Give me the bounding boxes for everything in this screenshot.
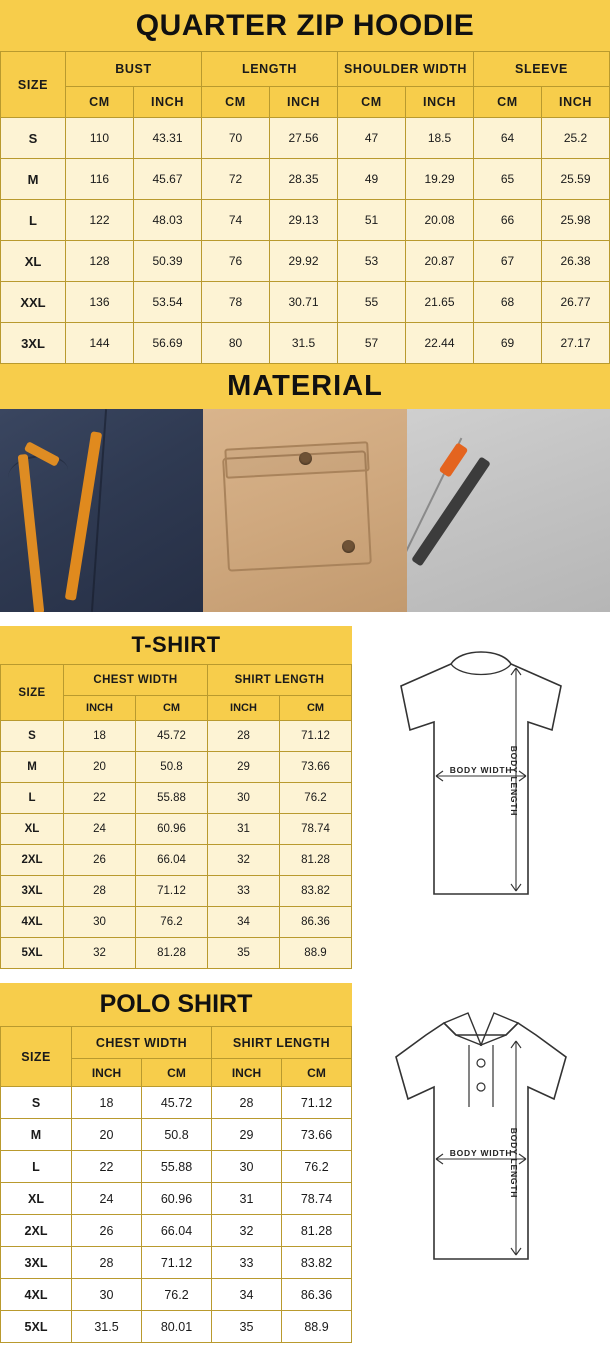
table-header-row (1, 52, 610, 87)
cell: 78 (202, 282, 270, 323)
cell: 55.88 (142, 1151, 212, 1183)
hoodie-size-table (0, 51, 610, 364)
cell: 122 (66, 200, 134, 241)
row-size: L (1, 783, 64, 814)
cell: 29 (212, 1119, 282, 1151)
cell: 20.87 (406, 241, 474, 282)
cell: 20.08 (406, 200, 474, 241)
header-shoulder-width: SHOULDER WIDTH (338, 52, 474, 87)
cell: 81.28 (280, 845, 352, 876)
table-row (1, 282, 610, 323)
cell: 50.8 (142, 1119, 212, 1151)
cell: 88.9 (280, 938, 352, 969)
header-bust: BUST (66, 52, 202, 87)
cell: 31.5 (270, 323, 338, 364)
row-size: XXL (1, 282, 66, 323)
cell: 56.69 (134, 323, 202, 364)
row-size: M (1, 159, 66, 200)
table-row (1, 1311, 352, 1343)
cell: 73.66 (282, 1119, 352, 1151)
header-sleeve: SLEEVE (474, 52, 610, 87)
cell: 27.56 (270, 118, 338, 159)
cell: 33 (208, 876, 280, 907)
cell: 26 (64, 845, 136, 876)
unit-bust-cm: CM (66, 87, 134, 118)
cell: 26 (72, 1215, 142, 1247)
tshirt-diagram (352, 626, 610, 969)
cell: 30.71 (270, 282, 338, 323)
table-header-row (1, 1027, 352, 1059)
cell: 81.28 (282, 1215, 352, 1247)
table-unit-row (1, 87, 610, 118)
polo-section (0, 983, 610, 1343)
table-row (1, 118, 610, 159)
cell: 110 (66, 118, 134, 159)
cell: 64 (474, 118, 542, 159)
unit-length-cm: CM (202, 87, 270, 118)
cell: 53.54 (134, 282, 202, 323)
unit-length-cm: CM (282, 1059, 352, 1087)
cell: 128 (66, 241, 134, 282)
unit-chest-cm: CM (136, 696, 208, 721)
table-row (1, 845, 352, 876)
cell: 81.28 (136, 938, 208, 969)
row-size: M (1, 1119, 72, 1151)
unit-shoulder-cm: CM (338, 87, 406, 118)
cell: 34 (208, 907, 280, 938)
body-width-label: BODY WIDTH (449, 765, 513, 775)
cell: 49 (338, 159, 406, 200)
cell: 60.96 (136, 814, 208, 845)
row-size: 4XL (1, 907, 64, 938)
cell: 136 (66, 282, 134, 323)
cell: 72 (202, 159, 270, 200)
cell: 18 (72, 1087, 142, 1119)
cell: 30 (72, 1279, 142, 1311)
body-width-label: BODY WIDTH (449, 1148, 513, 1158)
header-size: SIZE (1, 1027, 72, 1087)
cell: 76.2 (136, 907, 208, 938)
cell: 30 (208, 783, 280, 814)
row-size: L (1, 1151, 72, 1183)
cell: 51 (338, 200, 406, 241)
table-row (1, 876, 352, 907)
material-title: MATERIAL (0, 364, 610, 409)
table-row (1, 1215, 352, 1247)
cell: 29 (208, 752, 280, 783)
cell: 28 (72, 1247, 142, 1279)
tshirt-size-table (0, 664, 352, 969)
table-row (1, 783, 352, 814)
cell: 80.01 (142, 1311, 212, 1343)
cell: 18 (64, 721, 136, 752)
row-size: 3XL (1, 876, 64, 907)
row-size: XL (1, 241, 66, 282)
tan-sleeve-pocket-photo (203, 409, 406, 612)
unit-bust-inch: INCH (134, 87, 202, 118)
table-row (1, 1183, 352, 1215)
cell: 86.36 (282, 1279, 352, 1311)
cell: 144 (66, 323, 134, 364)
cell: 76.2 (142, 1279, 212, 1311)
cell: 55 (338, 282, 406, 323)
cell: 28 (64, 876, 136, 907)
table-row (1, 814, 352, 845)
cell: 68 (474, 282, 542, 323)
cell: 33 (212, 1247, 282, 1279)
cell: 47 (338, 118, 406, 159)
polo-size-table (0, 1026, 352, 1343)
cell: 32 (212, 1215, 282, 1247)
cell: 18.5 (406, 118, 474, 159)
cell: 55.88 (136, 783, 208, 814)
cell: 31 (208, 814, 280, 845)
row-size: 3XL (1, 1247, 72, 1279)
table-row (1, 1247, 352, 1279)
cell: 45.72 (142, 1087, 212, 1119)
cell: 66 (474, 200, 542, 241)
body-length-label: BODY LENGTH (509, 745, 519, 817)
cell: 78.74 (280, 814, 352, 845)
cell: 25.2 (542, 118, 610, 159)
row-size: 2XL (1, 845, 64, 876)
section-gap (0, 969, 610, 983)
cell: 53 (338, 241, 406, 282)
header-chest-width: CHEST WIDTH (64, 665, 208, 696)
unit-chest-inch: INCH (72, 1059, 142, 1087)
row-size: 5XL (1, 1311, 72, 1343)
cell: 30 (64, 907, 136, 938)
cell: 43.31 (134, 118, 202, 159)
cell: 31.5 (72, 1311, 142, 1343)
cell: 69 (474, 323, 542, 364)
row-size: 5XL (1, 938, 64, 969)
cell: 83.82 (282, 1247, 352, 1279)
row-size: XL (1, 814, 64, 845)
table-row (1, 907, 352, 938)
cell: 22.44 (406, 323, 474, 364)
table-row (1, 1119, 352, 1151)
row-size: S (1, 1087, 72, 1119)
unit-length-inch: INCH (208, 696, 280, 721)
cell: 76.2 (282, 1151, 352, 1183)
cell: 27.17 (542, 323, 610, 364)
section-gap (0, 612, 610, 626)
body-length-label: BODY LENGTH (509, 1127, 519, 1199)
cell: 80 (202, 323, 270, 364)
unit-shoulder-inch: INCH (406, 87, 474, 118)
header-size: SIZE (1, 52, 66, 118)
cell: 65 (474, 159, 542, 200)
cell: 31 (212, 1183, 282, 1215)
table-row (1, 752, 352, 783)
tshirt-title: T-SHIRT (0, 626, 352, 664)
cell: 35 (208, 938, 280, 969)
header-size: SIZE (1, 665, 64, 721)
row-size: XL (1, 1183, 72, 1215)
cell: 78.74 (282, 1183, 352, 1215)
cell: 30 (212, 1151, 282, 1183)
header-length: LENGTH (202, 52, 338, 87)
cell: 71.12 (142, 1247, 212, 1279)
row-size: M (1, 752, 64, 783)
cell: 50.39 (134, 241, 202, 282)
cell: 29.13 (270, 200, 338, 241)
cell: 24 (72, 1183, 142, 1215)
header-shirt-length: SHIRT LENGTH (208, 665, 352, 696)
cell: 71.12 (282, 1087, 352, 1119)
cell: 34 (212, 1279, 282, 1311)
polo-title: POLO SHIRT (0, 983, 352, 1026)
polo-illustration (356, 983, 606, 1283)
table-row (1, 1087, 352, 1119)
cell: 21.65 (406, 282, 474, 323)
row-size: 4XL (1, 1279, 72, 1311)
table-row (1, 323, 610, 364)
zipper-pull-orange (438, 442, 468, 477)
unit-length-inch: INCH (212, 1059, 282, 1087)
cell: 32 (208, 845, 280, 876)
table-row (1, 1151, 352, 1183)
unit-length-inch: INCH (270, 87, 338, 118)
cell: 66.04 (136, 845, 208, 876)
cell: 116 (66, 159, 134, 200)
header-chest-width: CHEST WIDTH (72, 1027, 212, 1059)
cell: 57 (338, 323, 406, 364)
table-row (1, 200, 610, 241)
cell: 66.04 (142, 1215, 212, 1247)
cell: 22 (72, 1151, 142, 1183)
cell: 48.03 (134, 200, 202, 241)
navy-hoodie-drawstring-photo (0, 409, 203, 612)
cell: 45.67 (134, 159, 202, 200)
row-size: S (1, 721, 64, 752)
table-row (1, 159, 610, 200)
cell: 28 (208, 721, 280, 752)
row-size: 2XL (1, 1215, 72, 1247)
cell: 28.35 (270, 159, 338, 200)
unit-chest-cm: CM (142, 1059, 212, 1087)
cell: 83.82 (280, 876, 352, 907)
hoodie-title: QUARTER ZIP HOODIE (0, 0, 610, 51)
unit-sleeve-cm: CM (474, 87, 542, 118)
cell: 70 (202, 118, 270, 159)
grey-zipper-pull-photo (407, 409, 610, 612)
unit-sleeve-inch: INCH (542, 87, 610, 118)
cell: 22 (64, 783, 136, 814)
cell: 26.77 (542, 282, 610, 323)
cell: 32 (64, 938, 136, 969)
tshirt-section (0, 626, 610, 969)
cell: 50.8 (136, 752, 208, 783)
table-row (1, 721, 352, 752)
tshirt-illustration (356, 626, 606, 926)
row-size: S (1, 118, 66, 159)
polo-diagram (352, 983, 610, 1343)
cell: 88.9 (282, 1311, 352, 1343)
unit-length-cm: CM (280, 696, 352, 721)
cell: 76.2 (280, 783, 352, 814)
cell: 19.29 (406, 159, 474, 200)
cell: 71.12 (136, 876, 208, 907)
header-shirt-length: SHIRT LENGTH (212, 1027, 352, 1059)
cell: 20 (64, 752, 136, 783)
fabric-fold (8, 455, 68, 493)
unit-chest-inch: INCH (64, 696, 136, 721)
cell: 20 (72, 1119, 142, 1151)
table-row (1, 241, 610, 282)
table-row (1, 1279, 352, 1311)
table-row (1, 938, 352, 969)
cell: 67 (474, 241, 542, 282)
table-header-row (1, 665, 352, 696)
cell: 73.66 (280, 752, 352, 783)
cell: 76 (202, 241, 270, 282)
cell: 86.36 (280, 907, 352, 938)
cell: 28 (212, 1087, 282, 1119)
cell: 26.38 (542, 241, 610, 282)
cell: 24 (64, 814, 136, 845)
cell: 25.59 (542, 159, 610, 200)
cell: 74 (202, 200, 270, 241)
cell: 25.98 (542, 200, 610, 241)
row-size: 3XL (1, 323, 66, 364)
cell: 71.12 (280, 721, 352, 752)
cell: 45.72 (136, 721, 208, 752)
cell: 35 (212, 1311, 282, 1343)
row-size: L (1, 200, 66, 241)
cell: 60.96 (142, 1183, 212, 1215)
material-photo-strip (0, 409, 610, 612)
cell: 29.92 (270, 241, 338, 282)
